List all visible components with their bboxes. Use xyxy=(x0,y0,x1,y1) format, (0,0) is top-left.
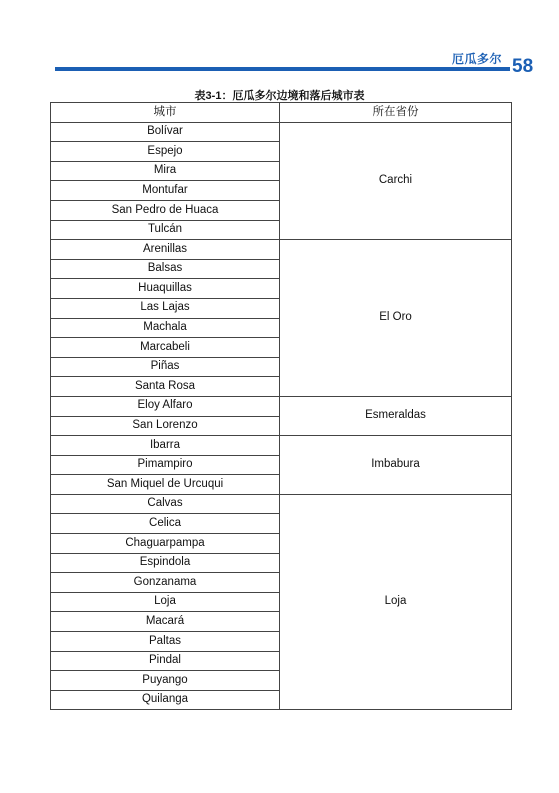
city-cell: Paltas xyxy=(51,632,280,652)
city-cell: Bolívar xyxy=(51,122,280,142)
province-cell: Imbabura xyxy=(280,436,512,495)
city-cell: Huaquillas xyxy=(51,279,280,299)
city-cell: Machala xyxy=(51,318,280,338)
city-cell: Macará xyxy=(51,612,280,632)
cities-table xyxy=(50,102,512,710)
city-cell: Balsas xyxy=(51,259,280,279)
city-cell: Loja xyxy=(51,592,280,612)
city-cell: Tulcán xyxy=(51,220,280,240)
city-cell: Chaguarpampa xyxy=(51,534,280,554)
city-cell: Ibarra xyxy=(51,436,280,456)
table-header-row xyxy=(51,103,512,123)
province-cell: Carchi xyxy=(280,122,512,240)
table-row xyxy=(51,396,512,416)
city-cell: Pimampiro xyxy=(51,455,280,475)
province-cell: Loja xyxy=(280,494,512,710)
city-cell: Celica xyxy=(51,514,280,534)
city-cell: Gonzanama xyxy=(51,573,280,593)
city-cell: Marcabeli xyxy=(51,338,280,358)
city-cell: Quilanga xyxy=(51,690,280,710)
city-cell: Eloy Alfaro xyxy=(51,396,280,416)
column-header-province: 所在省份 xyxy=(280,103,512,123)
city-cell: Espindola xyxy=(51,553,280,573)
city-cell: Calvas xyxy=(51,494,280,514)
table-row xyxy=(51,240,512,260)
city-cell: Pindal xyxy=(51,651,280,671)
city-cell: Las Lajas xyxy=(51,298,280,318)
table-row xyxy=(51,436,512,456)
header-rule xyxy=(55,67,510,71)
running-header-title: 厄瓜多尔 xyxy=(452,52,503,66)
table-row xyxy=(51,122,512,142)
city-cell: San Pedro de Huaca xyxy=(51,200,280,220)
column-header-city: 城市 xyxy=(51,103,280,123)
table-caption: 表3-1：厄瓜多尔边境和落后城市表 xyxy=(194,90,365,102)
city-cell: Espejo xyxy=(51,142,280,162)
province-cell: El Oro xyxy=(280,240,512,397)
city-cell: San Lorenzo xyxy=(51,416,280,436)
city-cell: San Miquel de Urcuqui xyxy=(51,475,280,495)
province-cell: Esmeraldas xyxy=(280,396,512,435)
page-number: 58 xyxy=(512,56,534,77)
city-cell: Santa Rosa xyxy=(51,377,280,397)
city-cell: Arenillas xyxy=(51,240,280,260)
table-body xyxy=(51,122,512,710)
city-cell: Montufar xyxy=(51,181,280,201)
city-cell: Mira xyxy=(51,161,280,181)
city-cell: Piñas xyxy=(51,357,280,377)
city-cell: Puyango xyxy=(51,671,280,691)
table-row xyxy=(51,494,512,514)
